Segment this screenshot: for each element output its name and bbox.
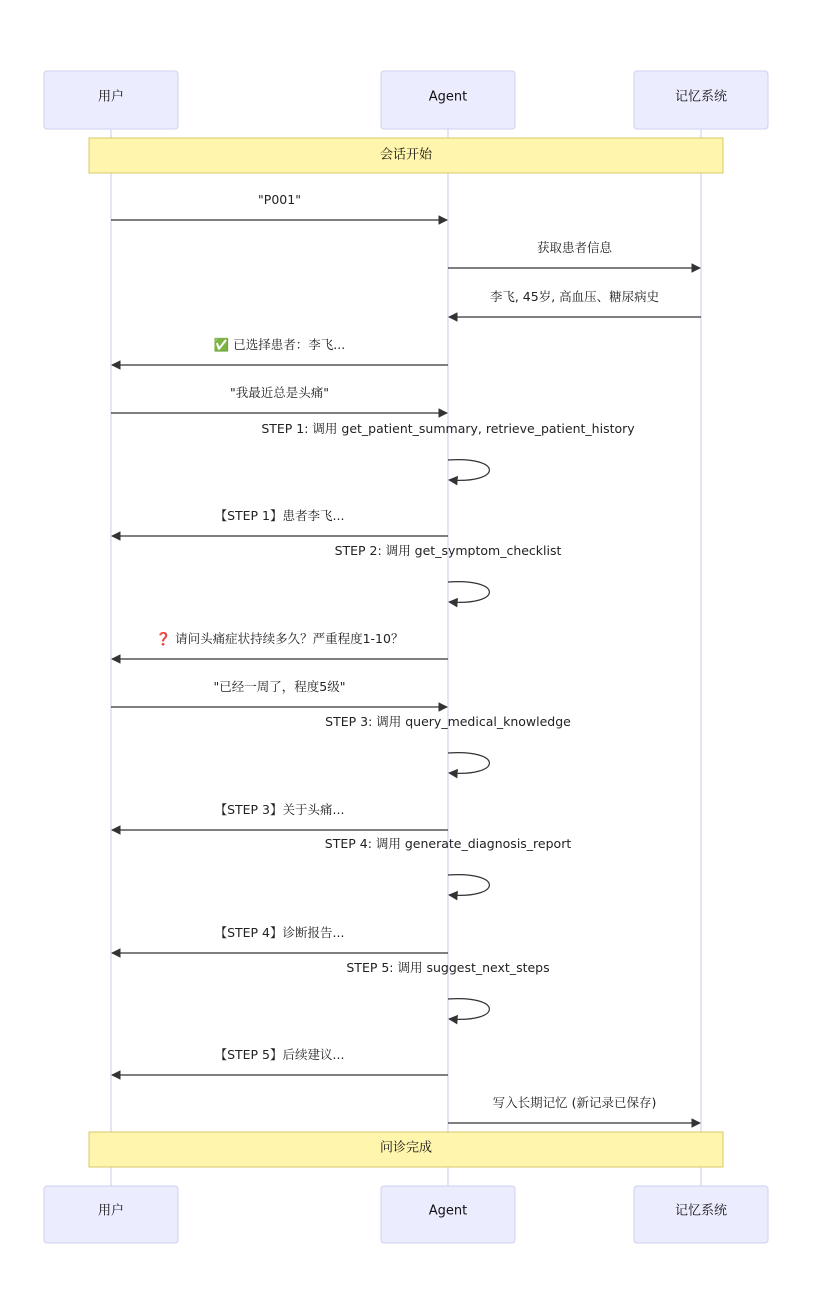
message-label: STEP 4: 调用 generate_diagnosis_report	[324, 836, 572, 851]
actor-user-bottom	[44, 1186, 178, 1243]
note-consultation-complete	[89, 1132, 723, 1167]
message-label: 获取患者信息	[536, 240, 613, 255]
message-label: 【STEP 1】患者李飞...	[214, 508, 345, 523]
note-consultation-complete-label: 问诊完成	[379, 1140, 433, 1156]
message-9	[112, 631, 448, 659]
actor-agent-bottom	[381, 1186, 515, 1243]
message-label: 【STEP 4】诊断报告...	[214, 925, 345, 940]
self-call-arrow	[448, 753, 489, 774]
message-label: 写入长期记忆 (新记录已保存)	[492, 1095, 657, 1110]
messages	[111, 192, 701, 1123]
message-4	[112, 337, 448, 365]
note-session-start	[89, 138, 723, 173]
message-14	[112, 925, 448, 953]
message-label: STEP 5: 调用 suggest_next_steps	[346, 960, 550, 975]
self-call-arrow	[448, 999, 489, 1020]
message-7	[112, 508, 448, 536]
actor-user-bottom-label: 用户	[97, 1203, 125, 1219]
message-label: 【STEP 3】关于头痛...	[214, 802, 345, 817]
actor-memory-bottom	[634, 1186, 768, 1243]
message-17	[448, 1095, 700, 1123]
message-2	[448, 240, 700, 268]
actor-agent-top	[381, 71, 515, 129]
message-label: STEP 3: 调用 query_medical_knowledge	[325, 714, 571, 729]
message-label: ✅ 已选择患者：李飞...	[213, 337, 346, 352]
message-label: STEP 1: 调用 get_patient_summary, retrieve_patient_history	[261, 421, 635, 436]
actor-agent-top-label: Agent	[428, 89, 468, 105]
actor-memory-bottom-label: 记忆系统	[674, 1203, 728, 1219]
message-1	[111, 192, 447, 220]
note-session-start-label: 会话开始	[379, 147, 433, 163]
message-label: 【STEP 5】后续建议...	[214, 1047, 345, 1062]
self-call-arrow	[448, 460, 489, 481]
message-10	[111, 679, 447, 707]
message-5	[111, 385, 447, 413]
message-16	[112, 1047, 448, 1075]
message-label: "P001"	[258, 192, 301, 207]
message-label: 李飞, 45岁, 高血压、糖尿病史	[489, 289, 660, 304]
actor-user-top-label: 用户	[97, 89, 125, 105]
message-label: "已经一周了，程度5级"	[213, 679, 346, 694]
message-label: "我最近总是头痛"	[230, 385, 329, 400]
self-call-arrow	[448, 582, 489, 603]
actor-memory-top	[634, 71, 768, 129]
actor-user-top	[44, 71, 178, 129]
message-3	[449, 289, 701, 317]
actor-memory-top-label: 记忆系统	[674, 89, 728, 105]
message-label: ❓ 请问头痛症状持续多久？严重程度1-10？	[155, 631, 404, 646]
actor-agent-bottom-label: Agent	[428, 1203, 468, 1219]
self-call-arrow	[448, 875, 489, 896]
message-12	[112, 802, 448, 830]
message-label: STEP 2: 调用 get_symptom_checklist	[334, 543, 562, 558]
